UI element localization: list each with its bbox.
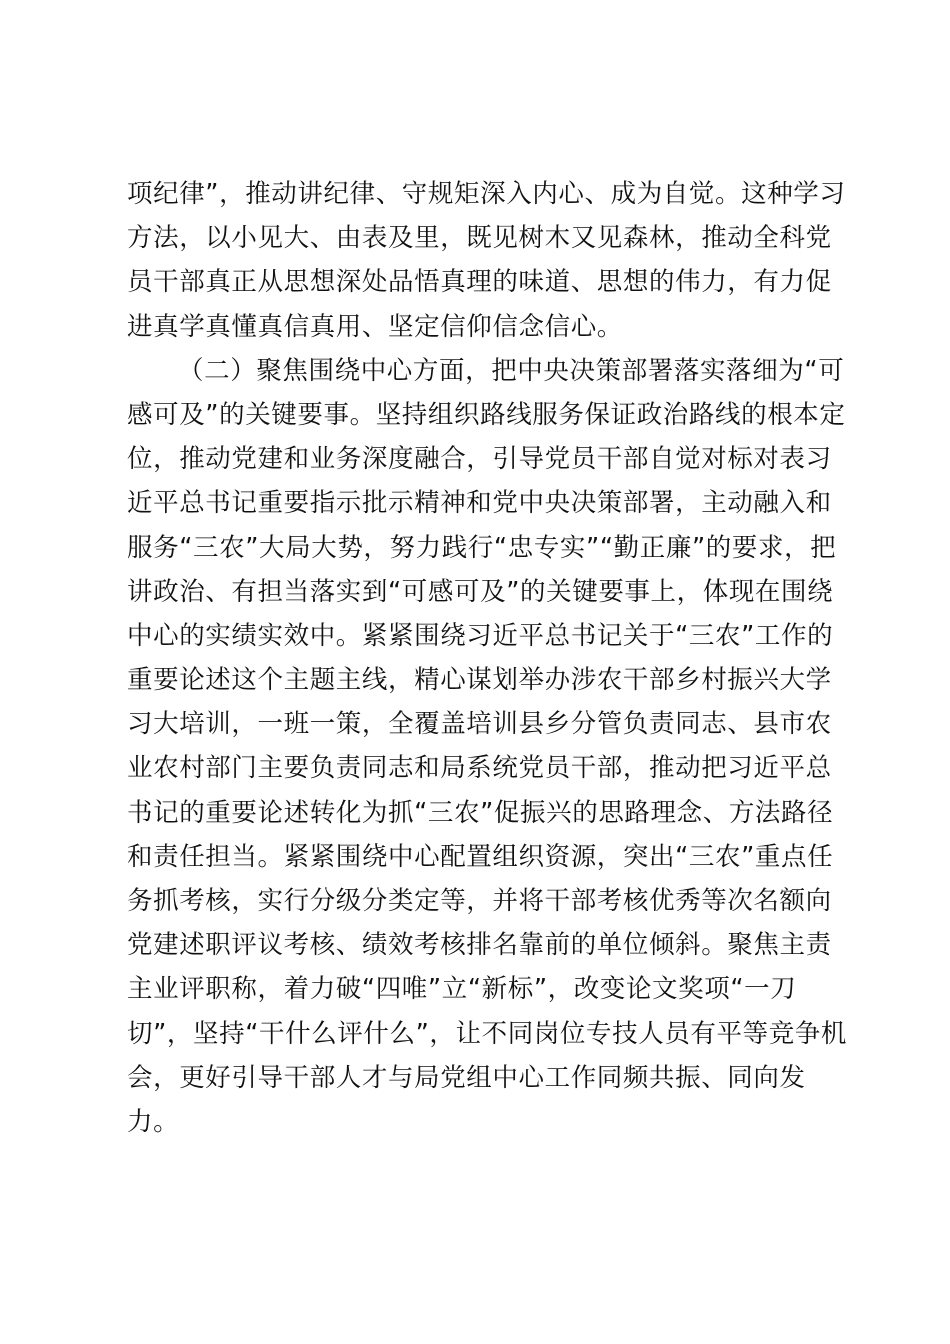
text-line: 方法，以小见大、由表及里，既见树木又见森林，推动全科党 xyxy=(127,223,832,254)
section-heading-line: （二）聚焦围绕中心方面，把中央决策部署落实落细为“可 xyxy=(178,355,845,386)
text-line: 会，更好引导干部人才与局党组中心工作同频共振、同向发 xyxy=(127,1062,806,1093)
text-line: 重要论述这个主题主线，精心谋划举办涉农干部乡村振兴大学 xyxy=(127,665,832,696)
text-line: 业农村部门主要负责同志和局系统党员干部，推动把习近平总 xyxy=(127,753,832,784)
text-line: 服务“三农”大局大势，努力践行“忠专实”“勤正廉”的要求，把 xyxy=(127,532,837,563)
body-text xyxy=(127,172,848,1144)
text-line: 习大培训，一班一策，全覆盖培训县乡分管负责同志、县市农 xyxy=(127,709,832,740)
text-line: 和责任担当。紧紧围绕中心配置组织资源，突出“三农”重点任 xyxy=(127,841,834,872)
text-line: 党建述职评议考核、绩效考核排名靠前的单位倾斜。聚焦主责 xyxy=(127,930,832,961)
text-line: 切”，坚持“干什么评什么”，让不同岗位专技人员有平等竞争机 xyxy=(127,1018,848,1049)
text-line: 讲政治、有担当落实到“可感可及”的关键要事上，体现在围绕 xyxy=(127,576,834,607)
text-line: 进真学真懂真信真用、坚定信仰信念信心。 xyxy=(127,311,623,342)
text-line: 力。 xyxy=(127,1106,180,1137)
text-line: 务抓考核，实行分级分类定等，并将干部考核优秀等次名额向 xyxy=(127,886,832,916)
text-line: 中心的实绩实效中。紧紧围绕习近平总书记关于“三农”工作的 xyxy=(127,620,834,651)
text-line: 书记的重要论述转化为抓“三农”促振兴的思路理念、方法路径 xyxy=(127,797,834,828)
text-line: 项纪律”，推动讲纪律、守规矩深入内心、成为自觉。这种学习 xyxy=(127,179,846,209)
text-line: 感可及”的关键要事。坚持组织路线服务保证政治路线的根本定 xyxy=(127,399,846,430)
text-line: 主业评职称，着力破“四唯”立“新标”，改变论文奖项“一刀 xyxy=(127,974,797,1005)
text-line: 近平总书记重要指示批示精神和党中央决策部署，主动融入和 xyxy=(127,488,832,519)
text-line: 员干部真正从思想深处品悟真理的味道、思想的伟力，有力促 xyxy=(127,267,832,298)
text-line: 位，推动党建和业务深度融合，引导党员干部自觉对标对表习 xyxy=(127,444,832,475)
